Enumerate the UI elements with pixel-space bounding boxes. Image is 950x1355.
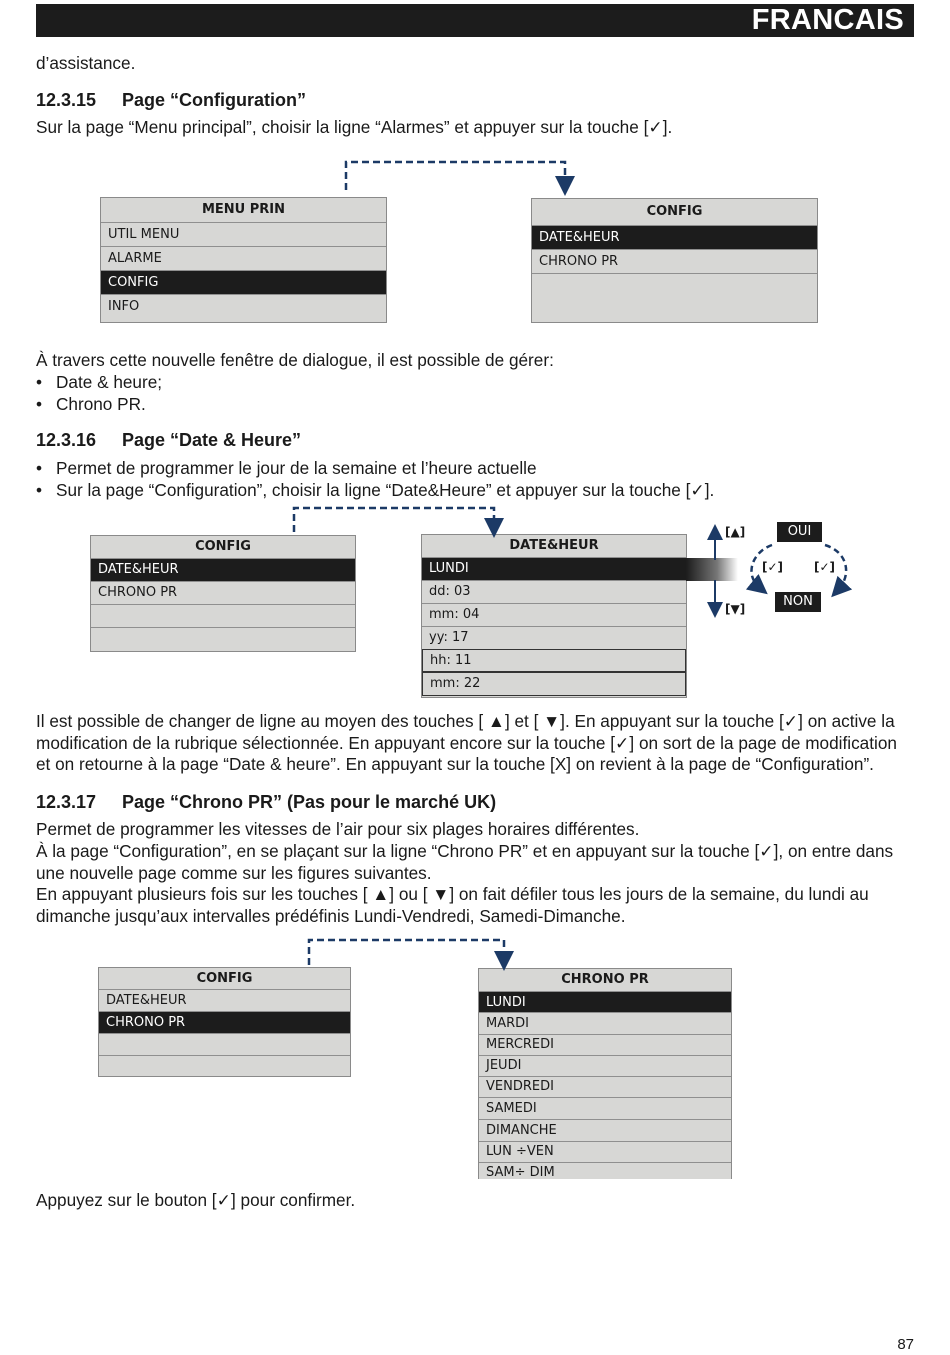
chrono-item-mercredi: MERCREDI bbox=[479, 1034, 731, 1055]
menu-item-util-menu: UTIL MENU bbox=[101, 222, 386, 246]
connector-arrow bbox=[294, 508, 494, 532]
list-item: • Chrono PR. bbox=[36, 394, 162, 416]
date-item-yy: yy: 17 bbox=[422, 626, 686, 649]
menu-item-config: CONFIG bbox=[101, 270, 386, 294]
config-item-chrono-pr: CHRONO PR bbox=[99, 1011, 350, 1033]
menu-item-info: INFO bbox=[101, 294, 386, 318]
chrono-item-sam-dim: SAM÷ DIM bbox=[479, 1162, 731, 1180]
section-title: Page “Date & Heure” bbox=[122, 430, 302, 450]
list-item: • Permet de programmer le jour de la semaine et l’heure actuelle bbox=[36, 458, 714, 480]
chrono-item-samedi: SAMEDI bbox=[479, 1097, 731, 1119]
section-text: Sur la page “Menu principal”, choisir la ligne “Alarmes” et appuyer sur la touche [✓]. bbox=[36, 117, 673, 137]
section-text: À travers cette nouvelle fenêtre de dialogue, il est possible de gérer: bbox=[36, 350, 554, 370]
ok-key-label: [✓] bbox=[762, 560, 784, 574]
section-number: 12.3.17 bbox=[36, 792, 97, 812]
list-item: • Date & heure; bbox=[36, 372, 162, 394]
date-item-mm: mm: 04 bbox=[422, 603, 686, 626]
section-text: Permet de programmer les vitesses de l’air pour six plages horaires différentes. bbox=[36, 819, 640, 839]
config-item-date-heur: DATE&HEUR bbox=[532, 225, 817, 249]
menu-item-alarme: ALARME bbox=[101, 246, 386, 270]
section-text: À la page “Configuration”, en se plaçant sur la ligne “Chrono PR” et en appuyant sur la touche [✓], on entre dans une nouvelle page comme sur les figures suivantes. bbox=[36, 841, 894, 883]
connector-arrow bbox=[309, 940, 504, 965]
config-item-date-heur: DATE&HEUR bbox=[99, 989, 350, 1011]
down-key-label: [▼] bbox=[725, 602, 746, 616]
cycle-arrow-right bbox=[825, 545, 846, 590]
screen-title: CONFIG bbox=[196, 971, 253, 986]
config-item-date-heur: DATE&HEUR bbox=[91, 558, 355, 581]
screen-title: CHRONO PR bbox=[561, 972, 649, 987]
chrono-item-dimanche: DIMANCHE bbox=[479, 1119, 731, 1141]
up-key-label: [▲] bbox=[725, 525, 746, 539]
date-item-min: mm: 22 bbox=[422, 672, 686, 696]
chrono-item-lundi: LUNDI bbox=[479, 991, 731, 1012]
section-text: Il est possible de changer de ligne au moyen des touches [ ▲] et [ ▼]. En appuyant sur la touche [✓] on active la modification de la rubrique sélectionnée. En appuyant encore sur la touche [✓] on sort de la page de modification et on retourne à la page “Date & heure”. En appuyant sur la touche [X] on revient à la page de “Configuration”. bbox=[36, 711, 897, 775]
cycle-arrow-left bbox=[751, 545, 772, 588]
chrono-item-vendredi: VENDREDI bbox=[479, 1076, 731, 1097]
section-title: Page “Chrono PR” (Pas pour le marché UK) bbox=[122, 792, 497, 812]
config-item-chrono-pr: CHRONO PR bbox=[91, 581, 355, 604]
chrono-item-lun-ven: LUN ÷VEN bbox=[479, 1141, 731, 1162]
screen-title: MENU PRIN bbox=[201, 202, 286, 217]
screen-title: CONFIG bbox=[195, 539, 251, 554]
language-title: FRANCAIS bbox=[751, 4, 904, 36]
date-item-dd: dd: 03 bbox=[422, 580, 686, 603]
ok-key-label: [✓] bbox=[814, 560, 836, 574]
section-title: Page “Configuration” bbox=[122, 90, 306, 110]
intro-text: d’assistance. bbox=[36, 53, 136, 73]
screen-title: DATE&HEUR bbox=[509, 538, 599, 553]
section-number: 12.3.15 bbox=[36, 90, 97, 110]
chrono-item-mardi: MARDI bbox=[479, 1012, 731, 1034]
page-number: 87 bbox=[897, 1336, 914, 1353]
connector-arrow bbox=[346, 162, 565, 190]
section-number: 12.3.16 bbox=[36, 430, 97, 450]
screen-title: CONFIG bbox=[646, 204, 703, 219]
section-text: En appuyant plusieurs fois sur les touches [ ▲] ou [ ▼] on fait défiler tous les jours de la semaine, du lundi au dimanche jusqu’aux intervalles prédéfinis Lundi-Vendredi, Samedi-Dimanche. bbox=[36, 884, 869, 926]
yes-badge: OUI bbox=[777, 522, 822, 542]
config-item-chrono-pr: CHRONO PR bbox=[532, 249, 817, 273]
date-item-hh: hh: 11 bbox=[422, 649, 686, 672]
date-item-day: LUNDI bbox=[422, 557, 686, 580]
chrono-item-jeudi: JEUDI bbox=[479, 1055, 731, 1076]
confirm-text: Appuyez sur le bouton [✓] pour confirmer. bbox=[36, 1190, 356, 1210]
no-badge: NON bbox=[775, 592, 821, 612]
list-item: • Sur la page “Configuration”, choisir la ligne “Date&Heure” et appuyer sur la touche [✓]. bbox=[36, 480, 714, 502]
